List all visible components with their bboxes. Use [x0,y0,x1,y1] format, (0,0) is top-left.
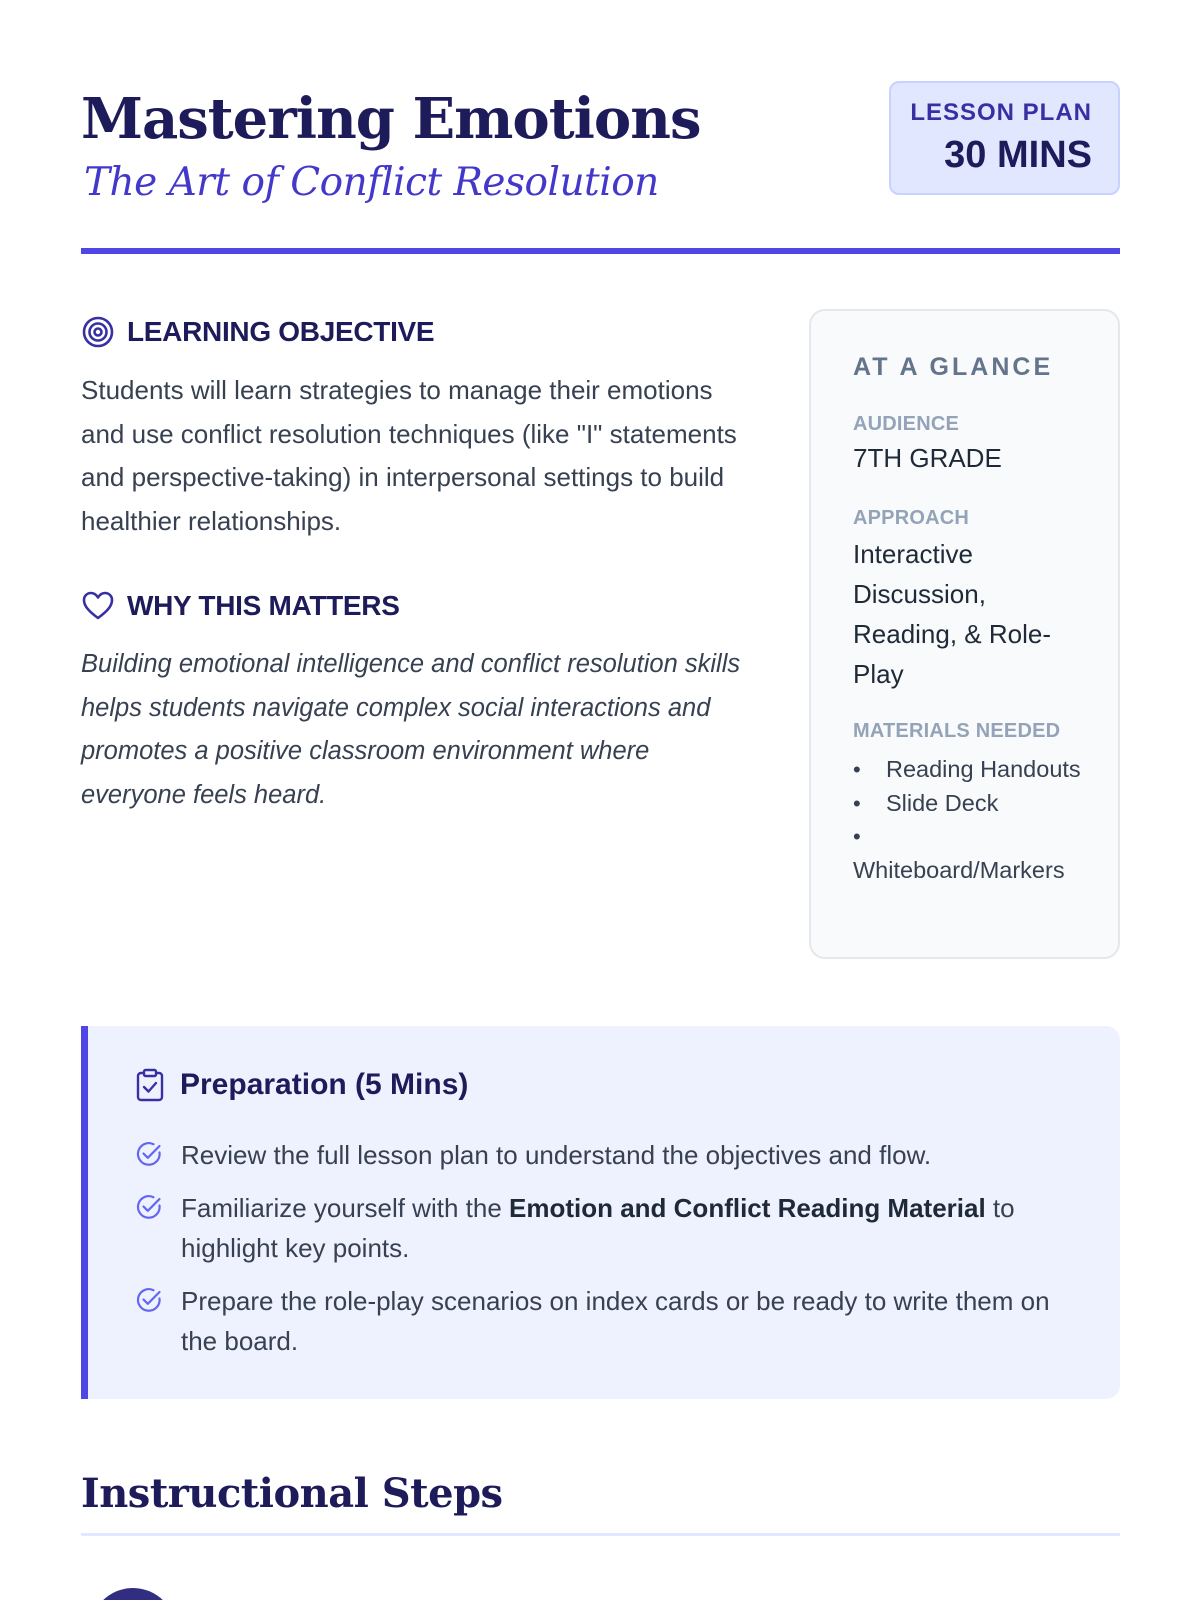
badge-value: 30 MINS [944,134,1092,176]
target-icon [81,315,115,349]
prep-item [135,1281,1075,1361]
step-number-circle [90,1588,176,1600]
check-circle-icon [135,1140,163,1168]
prep-item [135,1188,1075,1268]
preparation-heading [135,1068,468,1102]
prep-item-text: Review the full lesson plan to understand the objectives and flow. [181,1140,932,1170]
duration-badge [889,81,1120,195]
preparation-box [81,1026,1120,1399]
badge-label: LESSON PLAN [910,99,1092,126]
steps-divider [81,1533,1120,1536]
materials-item: • Whiteboard/Markers [853,820,1085,887]
objective-heading-label: LEARNING OBJECTIVE [127,316,435,347]
prep-item-text [181,1188,1075,1268]
materials-label: MATERIALS NEEDED [853,720,1061,742]
reading-material-emphasis: Emotion and Conflict Reading Material [509,1193,986,1223]
heart-icon [81,589,115,623]
audience-value: 7TH GRADE [853,443,1002,473]
why-heading-label: WHY THIS MATTERS [127,590,400,621]
audience-label: AUDIENCE [853,413,960,435]
objective-heading [81,315,434,349]
header-divider [81,248,1120,254]
page-subtitle: The Art of Conflict Resolution [84,160,659,205]
check-circle-icon [135,1193,163,1221]
prep-item-text-pre: Familiarize yourself with the [181,1193,509,1223]
why-text: Building emotional intelligence and conflict resolution skills helps students navigate complex social interactions and promotes a positive classroom environment where everyone feels heard. [81,650,741,809]
why-heading [81,589,400,623]
materials-item: • Slide Deck [853,787,1103,821]
objective-text: Students will learn strategies to manage their emotions and use conflict resolution techniques (like "I" statements and perspective-taking) in interpersonal settings to build healthier relationships. [81,375,737,536]
prep-item-text-post: to highlight key points. [181,1193,1015,1263]
check-circle-icon [135,1286,163,1314]
approach-value: Interactive Discussion, Reading, & Role-Play [853,539,1051,689]
materials-item: • Reading Handouts [853,753,1103,787]
at-a-glance-card [809,309,1120,959]
glance-title: AT A GLANCE [853,353,1054,381]
materials-list [853,753,1103,887]
clipboard-check-icon [135,1068,165,1102]
page-title: Mastering Emotions [81,86,701,152]
preparation-heading-label: Preparation (5 Mins) [180,1068,469,1101]
prep-item [135,1135,1075,1175]
approach-label: APPROACH [853,507,970,529]
prep-item-text: Prepare the role-play scenarios on index cards or be ready to write them on the board. [181,1286,1050,1356]
instructional-steps-heading: Instructional Steps [81,1470,503,1517]
